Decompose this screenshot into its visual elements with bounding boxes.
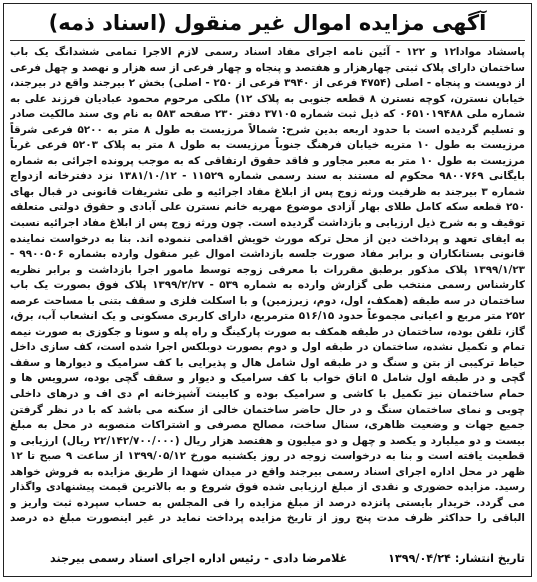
- title-divider: [10, 40, 525, 41]
- publish-date-value: ۱۳۹۹/۰۴/۲۴: [388, 551, 451, 565]
- notice-frame: [3, 3, 532, 577]
- signer: غلامرضا دادی - رئیس اداره اجرای اسناد رسمی بیرجند: [50, 551, 348, 565]
- notice-title: آگهی مزایده اموال غیر منقول (اسناد ذمه): [48, 11, 487, 35]
- publish-date-label: تاریخ انتشار:: [454, 551, 525, 565]
- notice-body: پاسشاد موادا۱۲ و ۱۲۲ - آئین نامه اجرای مفاد اسناد رسمی لازم الاجرا تمامی ششدانگ یک باب ساختمان دارای پلاک ثبتی چهارهزار و هفتصد و پنجاه و چهار فرعی از سه هزار و نهصد و چهل فرعی از دویست و پنجاه - اصلی (۴۷۵۴ فرعی از ۳۹۴۰ فرعی از ۲۵۰ - اصلی) بخش ۲ بیرجند واقع در بیرجند، خیابان نسترن، کوچه نسترن ۸ قطعه جنوبی به پلاک ۱۲) ملکی مرحوم محمود عبادیان فرزند علی به شماره ملی ۰۶۵۱۰۱۹۴۸۸ که ذیل ثبت شماره ۳۷۱۰۵ دفتر ۲۳۰ صفحه ۵۸۳ به نام وی سند مالکیت صادر و تسلیم گردیده است با حدود اربعه بدین شرح: شمالاً مرزیست به طول ۸ متر به ۵۲۰۰ فرعی شرقاً مرزیست به طول ۱۰ متریه خیابان فرهنگ جنوباً مرزیست به طول ۸ متر به پلاک ۵۲۰۳ فرعی غرباً مرزیست به طول ۱۰ متر به معبر مجاور و فاقد حقوق ارتفاقی که به موجب پرونده اجرائی به شماره بایگانی ۹۸۰۰۷۶۹ محکوم له مستند به سند رسمی شماره ۱۱۵۲۹ - ۱۳۸۱/۱۰/۱۲ نزد دفترخانه ازدواج شماره ۳ بیرجند به ظرفیت ورثه زوج پس از ابلاغ مفاد اجرائیه و طی تشریفات قانونی در قبال بهای ۲۵۰ قطعه سکه کامل طلای بهار آزادی موضوع مهریه خانم نسترن علی آبادی و حقوق دولتی متعلقه توقیف و به شرح ذیل ارزیابی و بازداشت گردیده است. چون ورثه زوج پس از ابلاغ مفاد اجرائیه نسبت به ایفای تعهد و پرداخت دین از محل ترکه مورث خویش اقدامی ننموده اند. بنا به درخواست نماینده قانونی بستانکاران و برابر مفاد صورت جلسه بازداشت اموال غیر منقول وارده بشماره ۹۹۰۰۵۰۶ - ۱۳۹۹/۱/۲۳ پلاک مذکور برطبق مقررات با معرفی زوجه توسط مامور اجرا بازداشت و برابر نظریه کارشناس رسمی منتخب طی گزارش وارده به شماره ۵۳۹ - ۱۳۹۹/۲/۲۷ پلاک فوق بصورت یک باب ساختمان در سه طبقه (همکف، اول، دوم، زیرزمین) و با اسکلت فلزی و سقف بتنی با مساحت عرصه ۲۵۲ متر مربع و اعیانی مجموعاً حدود ۵۱۶/۱۵ مترمربع، دارای کاربری مسکونی و یک انشعاب آب، برق، گاز، تلفن بوده، ساختمان در طبقه همکف به صورت پارکینگ و راه پله و سونا و جکوزی به صورت نیمه تمام و تکمیل نشده، ساختمان در طبقه اول و دوم بصورت دوبلکس اجرا شده است، کف سازی داخل حیاط ترکیبی از بتن و سنگ و در طبقه اول شامل هال و پذیرایی با کف سرامیک و دیوارها و سقف گچی و در طبقه اول شامل ۵ اتاق خواب با کف سرامیک و دیوار و سقف گچی بوده، سرویس ها و حمام ساختمان نیز تکمیل با کاشی و سرامیک بوده و کابینت آشپزخانه ام دی اف و درهای داخلی چوبی و نمای ساختمان سنگ و در حال حاضر ساختمان خالی از سکنه می باشد که با در نظر گرفتن جمیع جهات و وضعیت ظاهری، سنال ساخت، مصالح مصرفی و اشتراکات منصوبه در محل به مبلغ بیست و دو میلیارد و یکصد و چهل و دو میلیون و هفتصد هزار ریال (۲۲/۱۴۲/۷۰۰/۰۰۰ ریال) ارزیابی و قطعیت یافته است و بنا به درخواست زوجه در روز یکشنبه مورخ ۱۳۹۹/۰۵/۱۲ از ساعت ۹ صبح تا ۱۲ ظهر در محل اداره اجرای اسناد رسمی بیرجند واقع در میدان شهدا از طریق مزایده به فروش خواهد رسید. مزایده حضوری و نقدی از مبلغ ارزیابی شده فوق شروع و به بالاترین قیمت پیشنهادی واگذار می گردد. خریدار بایستی پانزده درصد از مبلغ مزایده را فی المجلس به حساب سپرده ثبت واریز و الباقی را حداکثر ظرف مدت پنج روز از تاریخ مزایده پرداخت نماید در غیر اینصورت مبلغ ده درصد: [10, 46, 525, 525]
- publish-date: [388, 552, 525, 565]
- notice-footer: [10, 548, 525, 568]
